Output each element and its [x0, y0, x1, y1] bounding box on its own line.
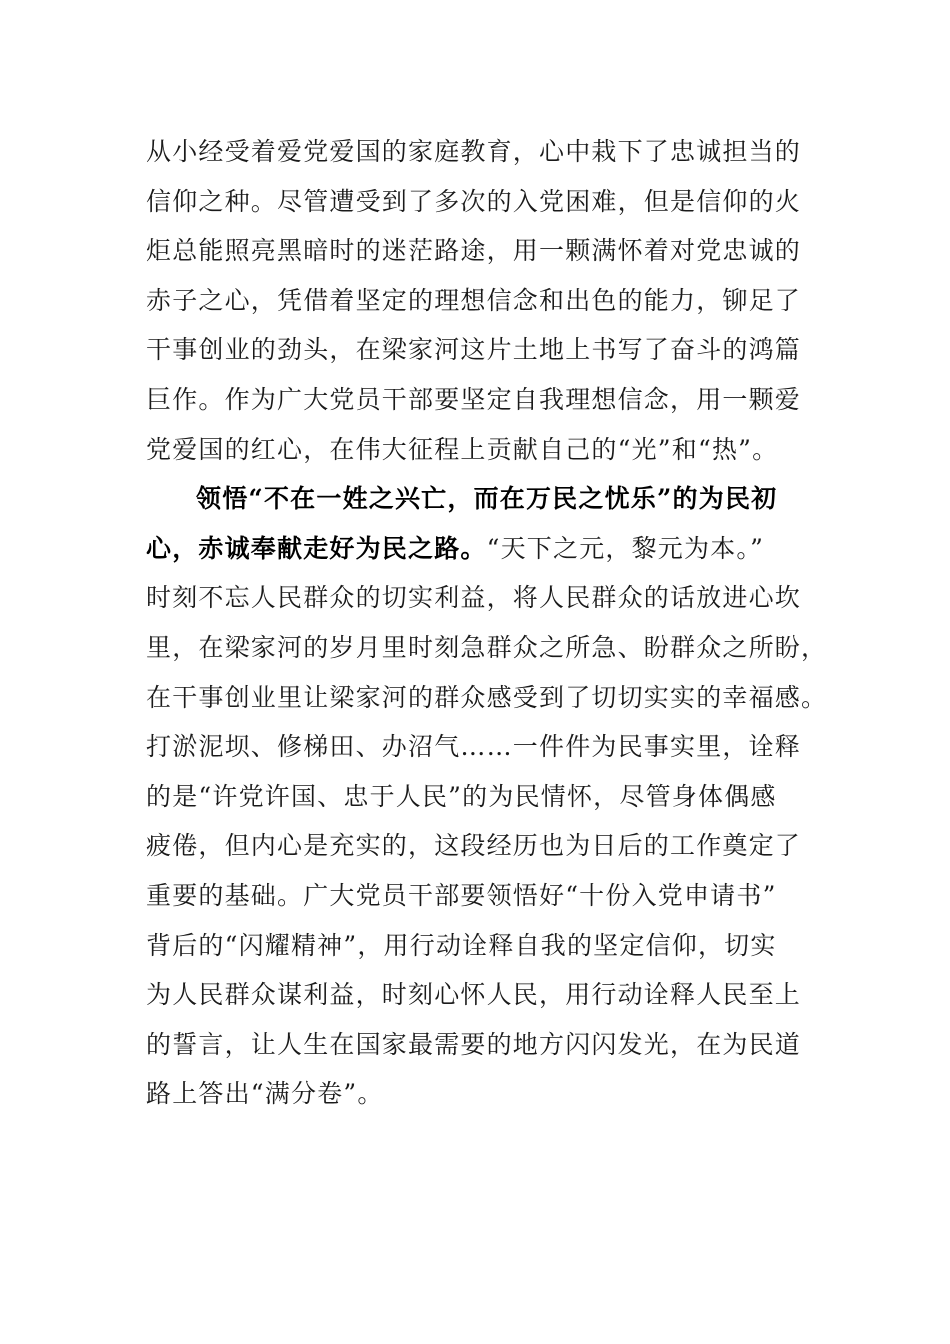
paragraph-line: 从小经受着爱党爱国的家庭教育，心中栽下了忠诚担当的 [146, 137, 802, 166]
paragraph-line: 炬总能照亮黑暗时的迷茫路途，用一颗满怀着对党忠诚的 [146, 236, 802, 266]
paragraph-line: 在干事创业里让梁家河的群众感受到了切切实实的幸福感。 [146, 682, 828, 712]
paragraph-heading-line: 领悟“不在一姓之兴亡，而在万民之忧乐”的为民初 [196, 484, 778, 514]
paragraph-heading-text: 心，赤诚奉献走好为民之路。 [146, 533, 487, 563]
paragraph-line: 打淤泥坝、修梯田、办沼气……一件件为民事实里，诠释 [146, 732, 802, 762]
paragraph-quote-text: “天下之元，黎元为本。” [486, 533, 765, 563]
paragraph-2 [146, 474, 828, 1119]
paragraph-line: 里，在梁家河的岁月里时刻急群众之所急、盼群众之所盼， [146, 632, 828, 662]
paragraph-line: 路上答出“满分卷”。 [146, 1079, 384, 1109]
paragraph-line: 党爱国的红心，在伟大征程上贡献自己的“光”和“热”。 [146, 434, 779, 464]
paragraph-heading-line [146, 524, 806, 574]
paragraph-line: 干事创业的劲头，在梁家河这片土地上书写了奋斗的鸿篇 [146, 335, 802, 365]
paragraph-line: 巨作。作为广大党员干部要坚定自我理想信念，用一颗爱 [146, 384, 802, 414]
document-body [146, 127, 828, 1119]
paragraph-line: 疲倦，但内心是充实的，这段经历也为日后的工作奠定了 [146, 831, 802, 861]
paragraph-1 [146, 127, 806, 474]
paragraph-line: 背后的“闪耀精神”，用行动诠释自我的坚定信仰，切实 [146, 930, 777, 960]
paragraph-line: 时刻不忘人民群众的切实利益，将人民群众的话放进心坎 [146, 583, 802, 613]
paragraph-line: 赤子之心，凭借着坚定的理想信念和出色的能力，铆足了 [146, 285, 802, 315]
paragraph-line: 的是“许党许国、忠于人民”的为民情怀，尽管身体偶感 [146, 781, 777, 811]
paragraph-line: 重要的基础。广大党员干部要领悟好“十份入党申请书” [146, 880, 777, 910]
paragraph-line: 信仰之种。尽管遭受到了多次的入党困难，但是信仰的火 [146, 186, 802, 216]
paragraph-line: 的誓言，让人生在国家最需要的地方闪闪发光，在为民道 [146, 1029, 802, 1059]
paragraph-line: 为人民群众谋利益，时刻心怀人民，用行动诠释人民至上 [146, 980, 802, 1010]
